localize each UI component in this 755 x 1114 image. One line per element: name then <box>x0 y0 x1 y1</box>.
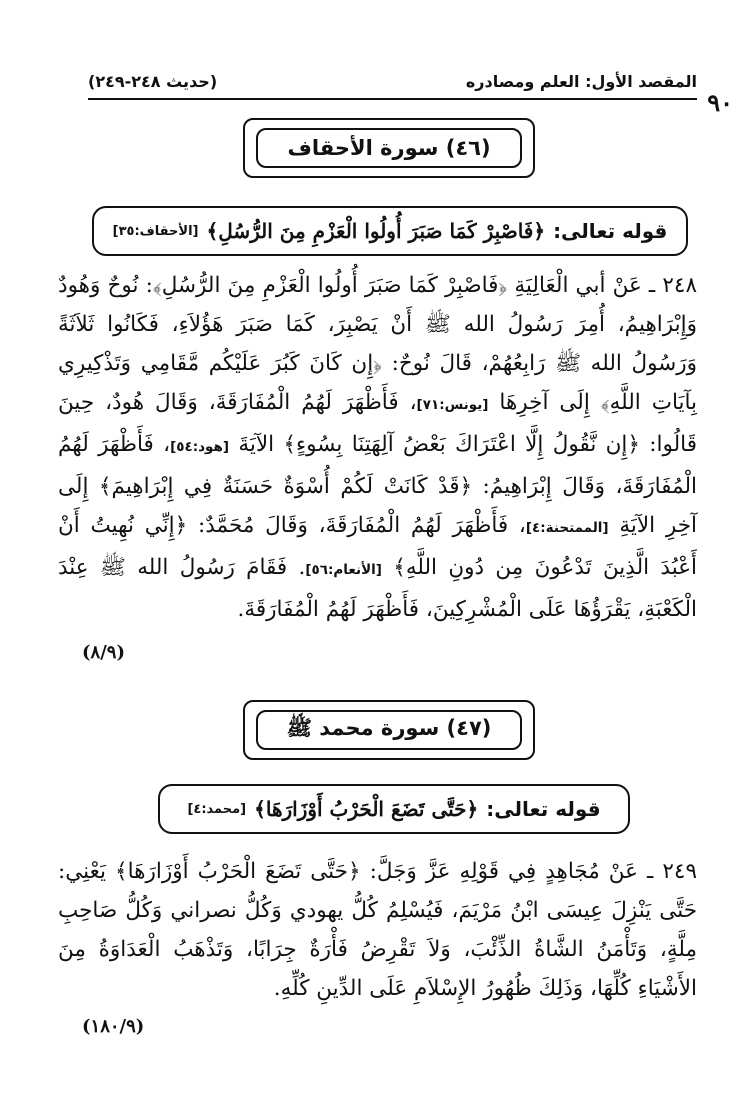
verse-box-ahqaf <box>92 206 688 256</box>
verse-text: ﴿حَتَّى تَضَعَ الْحَرْبُ أَوْزَارَهَا﴾ <box>254 797 479 821</box>
header-rule <box>88 98 697 100</box>
hadith-248-part-d: ، فَأَظْهَرَ لَهُمُ الْمُفَارَقَةَ، وَقَالَ مُحَمَّدٌ: ﴿إِنِّي نُهِيتُ أَنْ أَعْبُدَ الَّذِينَ تَدْعُونَ مِن دُونِ اللَّهِ﴾ <box>58 513 698 580</box>
hadith-249-body: ٢٤٩ ـ عَنْ مُجَاهِدٍ فِي قَوْلِهِ عَزَّ وَجَلَّ: ﴿حَتَّى تَضَعَ الْحَرْبُ أَوْزَارَهَا﴾ يَعْنِي: حَتَّى يَنْزِلَ عِيسَى ابْنُ مَرْيَمَ، فَيُسْلِمُ كُلُّ يهودي وَكُلُّ نصراني وَكُلُّ صَاحِبِ مِلَّةٍ، وَتَأْمَنُ الشَّاةُ الذِّئْبَ، وَلاَ تَقْرِضُ فَأْرَةٌ جِرَابًا، وَتَذْهَبُ الْعَدَاوَةُ مِنَ الأَشْيَاءِ كُلِّهَا، وَذَلِكَ ظُهُورُ الإِسْلاَمِ عَلَى الدِّينِ كُلِّهِ. <box>58 859 697 1001</box>
quran-ref-hud: [هود:٥٤] <box>170 439 230 455</box>
hadith-248-part-e: . فَقَامَ رَسُولُ الله ﷺ عِنْدَ الْكَعْبَةِ، يَقْرَؤُهَا عَلَى الْمُشْرِكِينَ، فَأَظْهَرَ لَهُمُ الْمُفَارَقَةَ. <box>58 555 697 622</box>
hadith-248-source: (٨/٩) <box>82 642 125 663</box>
sura-title-46: (٤٦) سورة الأحقاف <box>256 128 522 168</box>
verse-reference: [محمد:٤] <box>187 801 247 817</box>
page-number: ٩٠ <box>707 88 733 117</box>
verse-text: ﴿فَاصْبِرْ كَمَا صَبَرَ أُولُوا الْعَزْمِ مِنَ الرُّسُلِ﴾ <box>206 219 546 243</box>
hadith-range: (حديث ٢٤٨-٢٤٩) <box>88 71 218 91</box>
section-title: المقصد الأول: العلم ومصادره <box>465 71 697 91</box>
verse-label: قوله تعالى: <box>486 797 601 821</box>
hadith-248-body <box>58 266 697 629</box>
quran-ref-yunus: [يونس:٧١] <box>416 397 489 413</box>
hadith-248 <box>58 266 697 629</box>
verse-label: قوله تعالى: <box>553 219 668 243</box>
hadith-248-part-a: ٢٤٨ ـ عَنْ أبي الْعَالِيَةِ ﴿فَاصْبِرْ كَمَا صَبَرَ أُولُوا الْعَزْمِ مِنَ الرُّسُلِ﴾: نُوحٌ وَهُودٌ وَإِبْرَاهِيمُ، أُمِرَ رَسُولُ الله ﷺ أَنْ يَصْبِرَ، كَمَا صَبَرَ هَؤُلاَءِ، فَكَانُوا ثَلاَثَةً وَرَسُولُ الله ﷺ رَابِعُهُمْ، قَالَ نُوحٌ: ﴿إِن كَانَ كَبُرَ عَلَيْكُم مَّقَامِي وَتَذْكِيرِي بِآيَاتِ اللَّهِ﴾ إِلَى آخِرِهَا <box>58 273 698 415</box>
hadith-249 <box>58 852 697 1008</box>
sura-title-frame-47 <box>243 700 535 760</box>
sura-title-47: (٤٧) سورة محمد ﷺ <box>256 710 522 750</box>
quran-ref-mumtahana: [الممتحنة:٤] <box>525 520 609 536</box>
verse-box-muhammad <box>158 784 630 834</box>
verse-reference: [الأحقاف:٣٥] <box>112 223 199 239</box>
hadith-248-part-b: ، فَأَظْهَرَ لَهُمُ الْمُفَارَقَةَ، وَقَالَ هُودٌ، حِينَ قَالُوا: ﴿إِن نَّقُولُ إِلَّا اعْتَرَاكَ بَعْضُ آلِهَتِنَا بِسُوءٍ﴾ الآيَةَ <box>58 390 698 457</box>
quran-ref-anam: [الأنعام:٥٦] <box>305 562 382 578</box>
sura-title-frame-46 <box>243 118 535 178</box>
hadith-249-source: (١٨٠/٩) <box>82 1016 145 1037</box>
running-header <box>88 66 697 96</box>
hadith-248-part-c: ، فَأَظْهَرَ لَهُمُ الْمُفَارَقَةَ، وَقَالَ إِبْرَاهِيمُ: ﴿قَدْ كَانَتْ لَكُمْ أُسْوَةٌ حَسَنَةٌ فِي إِبْرَاهِيمَ﴾ إِلَى آخِرِ الآيَةِ <box>58 432 697 538</box>
